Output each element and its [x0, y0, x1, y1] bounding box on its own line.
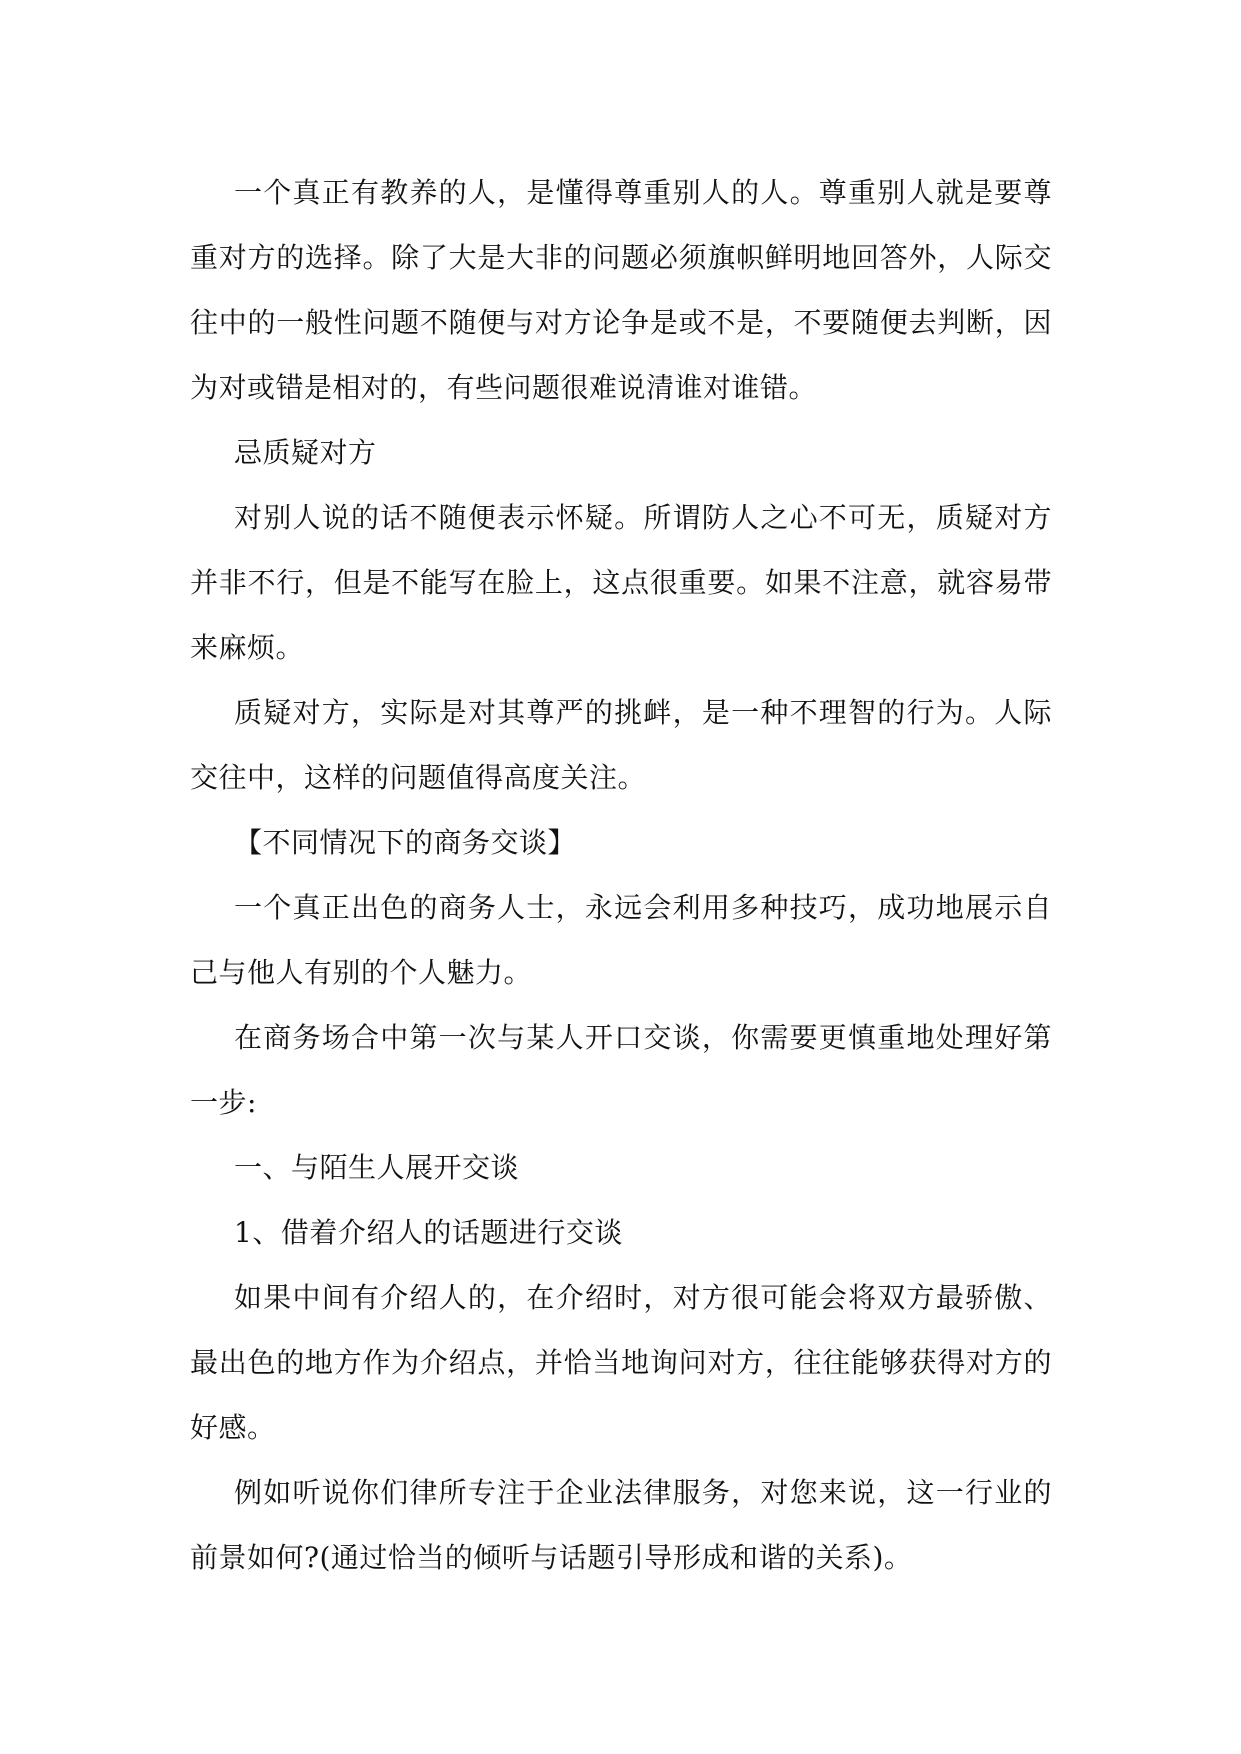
heading-avoid-doubting: 忌质疑对方	[234, 436, 377, 469]
document-body	[190, 160, 1052, 1590]
heading-introducer-topic: 1、借着介绍人的话题进行交谈	[234, 1216, 623, 1249]
paragraph-doubting-dignity: 质疑对方，实际是对其尊严的挑衅，是一种不理智的行为。人际交往中，这样的问题值得高度关注。	[190, 696, 1052, 794]
paragraph-doubting-words: 对别人说的话不随便表示怀疑。所谓防人之心不可无，质疑对方并非不行，但是不能写在脸上，这点很重要。如果不注意，就容易带来麻烦。	[190, 501, 1052, 664]
paragraph-introducer-usage: 如果中间有介绍人的，在介绍时，对方很可能会将双方最骄傲、最出色的地方作为介绍点，并恰当地询问对方，往往能够获得对方的好感。	[190, 1281, 1052, 1444]
paragraph-first-conversation: 在商务场合中第一次与某人开口交谈，你需要更慎重地处理好第一步:	[190, 1021, 1052, 1119]
paragraph-business-charm: 一个真正出色的商务人士，永远会利用多种技巧，成功地展示自己与他人有别的个人魅力。	[190, 891, 1052, 989]
heading-talking-to-strangers: 一、与陌生人展开交谈	[234, 1151, 520, 1184]
paragraph-example-question: 例如听说你们律所专注于企业法律服务，对您来说，这一行业的前景如何?(通过恰当的倾听与话题引导形成和谐的关系)。	[190, 1476, 1052, 1574]
heading-business-conversation: 【不同情况下的商务交谈】	[234, 826, 577, 859]
paragraph-respect-choices: 一个真正有教养的人，是懂得尊重别人的人。尊重别人就是要尊重对方的选择。除了大是大非的问题必须旗帜鲜明地回答外，人际交往中的一般性问题不随便与对方论争是或不是，不要随便去判断，因为对或错是相对的，有些问题很难说清谁对谁错。	[190, 176, 1052, 404]
